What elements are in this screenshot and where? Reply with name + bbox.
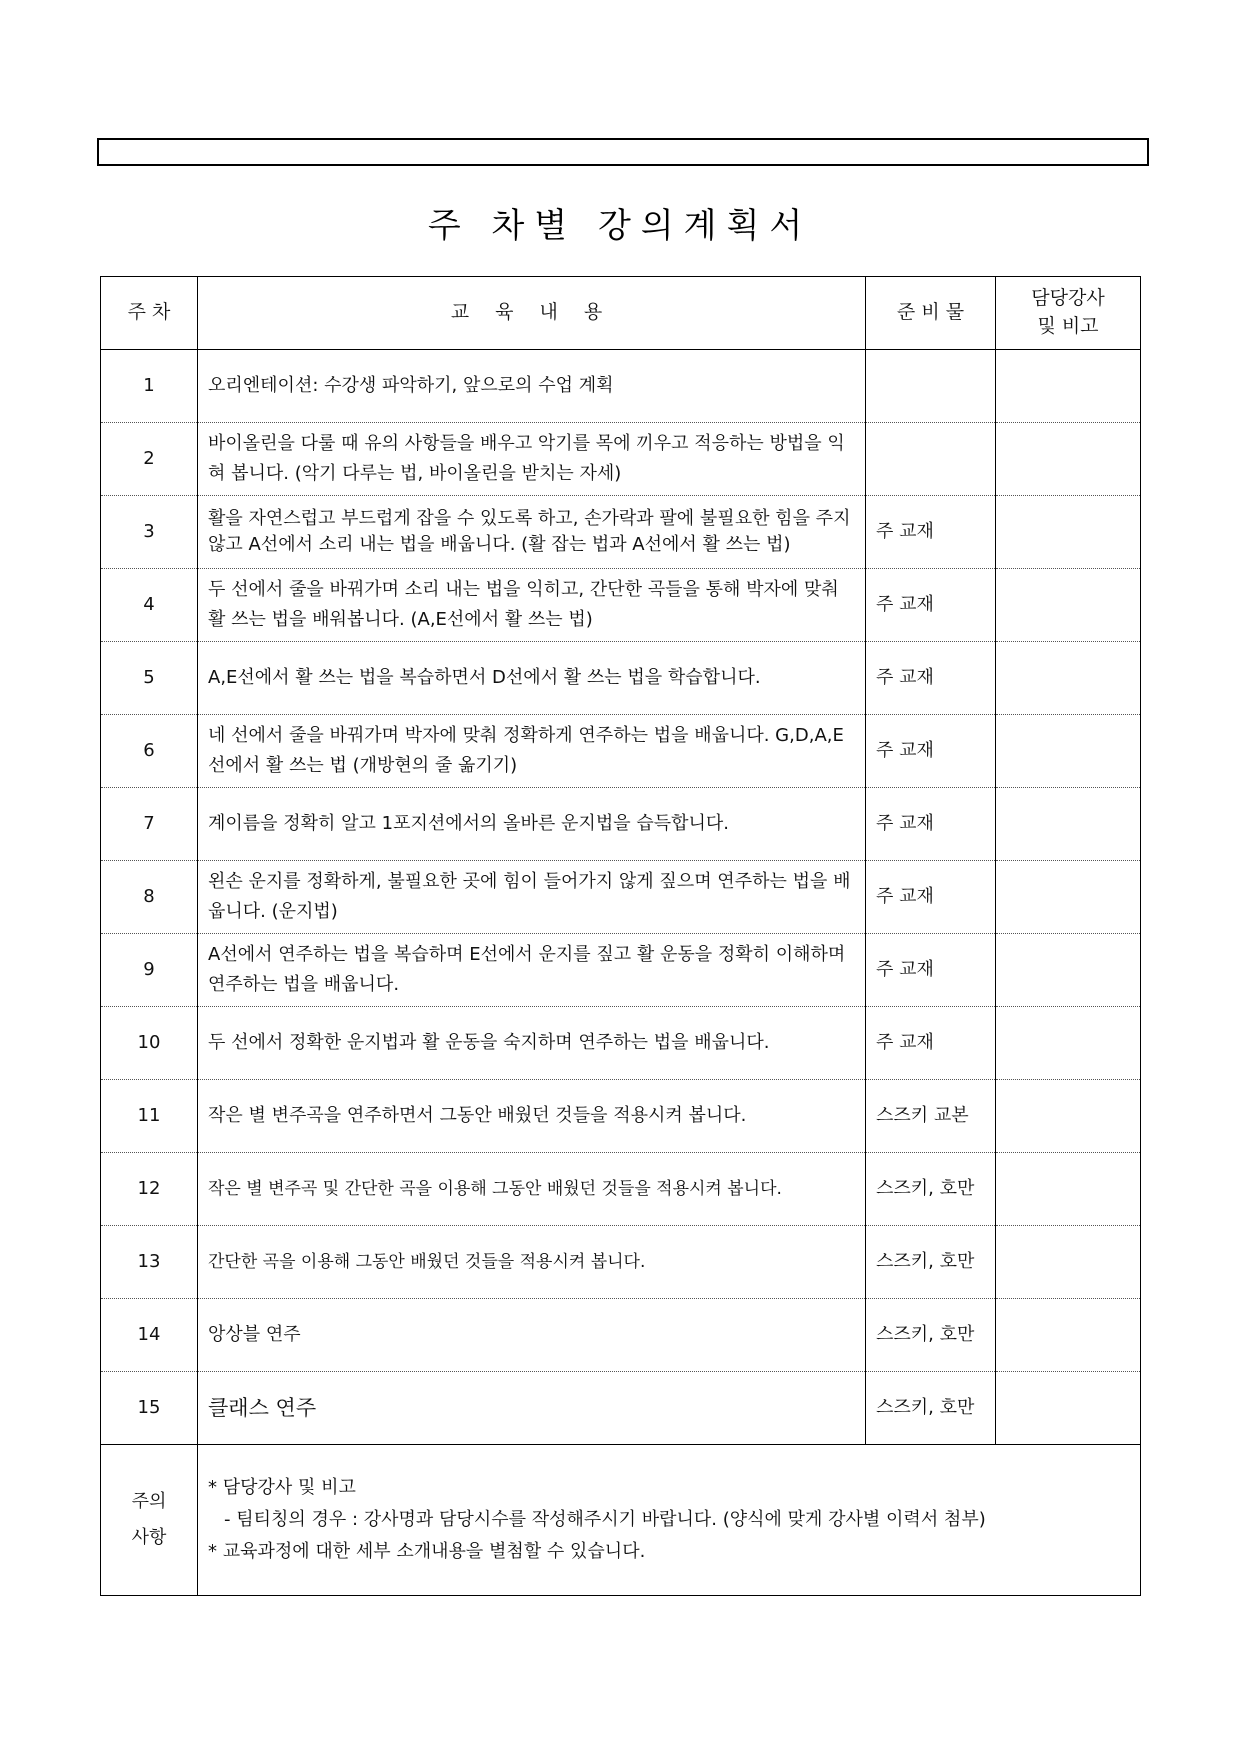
week-content: 작은 별 변주곡을 연주하면서 그동안 배웠던 것들을 적용시켜 봅니다. bbox=[198, 1080, 866, 1153]
week-note bbox=[996, 788, 1141, 861]
table-row bbox=[101, 496, 1141, 569]
table-header-row bbox=[101, 277, 1141, 350]
table-row bbox=[101, 1080, 1141, 1153]
header-week: 주 차 bbox=[101, 277, 198, 350]
week-number: 10 bbox=[101, 1007, 198, 1080]
week-number: 6 bbox=[101, 715, 198, 788]
week-note bbox=[996, 1372, 1141, 1445]
week-prep: 주 교재 bbox=[866, 861, 996, 934]
week-prep: 주 교재 bbox=[866, 496, 996, 569]
week-content: 바이올린을 다룰 때 유의 사항들을 배우고 악기를 목에 끼우고 적응하는 방법을 익혀 봅니다. (악기 다루는 법, 바이올린을 받치는 자세) bbox=[198, 423, 866, 496]
week-number: 2 bbox=[101, 423, 198, 496]
header-box bbox=[97, 138, 1149, 166]
week-note bbox=[996, 642, 1141, 715]
week-number: 14 bbox=[101, 1299, 198, 1372]
table-row bbox=[101, 1007, 1141, 1080]
week-prep: 스즈키, 호만 bbox=[866, 1153, 996, 1226]
table-row bbox=[101, 715, 1141, 788]
header-instructor bbox=[996, 277, 1141, 350]
week-prep: 주 교재 bbox=[866, 788, 996, 861]
table-row bbox=[101, 861, 1141, 934]
week-number: 11 bbox=[101, 1080, 198, 1153]
week-content: 오리엔테이션: 수강생 파악하기, 앞으로의 수업 계획 bbox=[198, 350, 866, 423]
week-content: 두 선에서 정확한 운지법과 활 운동을 숙지하며 연주하는 법을 배웁니다. bbox=[198, 1007, 866, 1080]
document-title: 주 차별 강의계획서 bbox=[427, 206, 813, 246]
notes-row bbox=[101, 1445, 1141, 1596]
week-prep: 주 교재 bbox=[866, 1007, 996, 1080]
week-number: 7 bbox=[101, 788, 198, 861]
week-note bbox=[996, 350, 1141, 423]
notes-label-line2: 사항 bbox=[131, 1527, 167, 1548]
week-note bbox=[996, 1080, 1141, 1153]
notes-label bbox=[101, 1445, 198, 1596]
week-content: 네 선에서 줄을 바꿔가며 박자에 맞춰 정확하게 연주하는 법을 배웁니다. G,D,A,E선에서 활 쓰는 법 (개방현의 줄 옮기기) bbox=[198, 715, 866, 788]
week-content: A,E선에서 활 쓰는 법을 복습하면서 D선에서 활 쓰는 법을 학습합니다. bbox=[198, 642, 866, 715]
week-content: 활을 자연스럽고 부드럽게 잡을 수 있도록 하고, 손가락과 팔에 불필요한 힘을 주지 않고 A선에서 소리 내는 법을 배웁니다. (활 잡는 법과 A선에서 활 쓰는 법) bbox=[198, 496, 866, 569]
table-row bbox=[101, 350, 1141, 423]
week-note bbox=[996, 423, 1141, 496]
week-number: 12 bbox=[101, 1153, 198, 1226]
table-row bbox=[101, 642, 1141, 715]
week-note bbox=[996, 1007, 1141, 1080]
week-content: A선에서 연주하는 법을 복습하며 E선에서 운지를 짚고 활 운동을 정확히 이해하며 연주하는 법을 배웁니다. bbox=[198, 934, 866, 1007]
week-note bbox=[996, 569, 1141, 642]
table-row bbox=[101, 423, 1141, 496]
week-content: 두 선에서 줄을 바꿔가며 소리 내는 법을 익히고, 간단한 곡들을 통해 박자에 맞춰 활 쓰는 법을 배워봅니다. (A,E선에서 활 쓰는 법) bbox=[198, 569, 866, 642]
week-content: 작은 별 변주곡 및 간단한 곡을 이용해 그동안 배웠던 것들을 적용시켜 봅니다. bbox=[198, 1153, 866, 1226]
table-row bbox=[101, 934, 1141, 1007]
week-number: 5 bbox=[101, 642, 198, 715]
header-prep: 준 비 물 bbox=[866, 277, 996, 350]
table-row bbox=[101, 1153, 1141, 1226]
week-number: 9 bbox=[101, 934, 198, 1007]
week-prep: 스즈키, 호만 bbox=[866, 1299, 996, 1372]
table-row bbox=[101, 569, 1141, 642]
week-number: 13 bbox=[101, 1226, 198, 1299]
table-row bbox=[101, 1226, 1141, 1299]
note-line: - 팀티칭의 경우 : 강사명과 담당시수를 작성해주시기 바랍니다. (양식에 맞게 강사별 이력서 첨부) bbox=[224, 1509, 986, 1530]
table-row bbox=[101, 1372, 1141, 1445]
week-note bbox=[996, 1153, 1141, 1226]
week-prep bbox=[866, 350, 996, 423]
week-number: 3 bbox=[101, 496, 198, 569]
header-content: 교 육 내 용 bbox=[198, 277, 866, 350]
week-number: 1 bbox=[101, 350, 198, 423]
week-content: 간단한 곡을 이용해 그동안 배웠던 것들을 적용시켜 봅니다. bbox=[198, 1226, 866, 1299]
week-prep: 주 교재 bbox=[866, 642, 996, 715]
week-content: 계이름을 정확히 알고 1포지션에서의 올바른 운지법을 습득합니다. bbox=[198, 788, 866, 861]
week-number: 15 bbox=[101, 1372, 198, 1445]
week-prep: 주 교재 bbox=[866, 715, 996, 788]
week-prep: 주 교재 bbox=[866, 934, 996, 1007]
notes-body bbox=[198, 1445, 1141, 1596]
header-instructor-line1: 담당강사 bbox=[1031, 287, 1105, 310]
week-note bbox=[996, 1299, 1141, 1372]
week-note bbox=[996, 715, 1141, 788]
week-prep: 스즈키 교본 bbox=[866, 1080, 996, 1153]
week-content: 앙상블 연주 bbox=[198, 1299, 866, 1372]
table-row bbox=[101, 1299, 1141, 1372]
table-row bbox=[101, 788, 1141, 861]
week-note bbox=[996, 1226, 1141, 1299]
week-prep: 스즈키, 호만 bbox=[866, 1226, 996, 1299]
week-prep: 주 교재 bbox=[866, 569, 996, 642]
week-number: 4 bbox=[101, 569, 198, 642]
week-number: 8 bbox=[101, 861, 198, 934]
week-note bbox=[996, 496, 1141, 569]
week-note bbox=[996, 934, 1141, 1007]
week-prep bbox=[866, 423, 996, 496]
notes-label-line1: 주의 bbox=[131, 1491, 167, 1512]
week-content: 클래스 연주 bbox=[198, 1372, 866, 1445]
note-line: * 담당강사 및 비고 bbox=[208, 1477, 356, 1498]
week-note bbox=[996, 861, 1141, 934]
week-content: 왼손 운지를 정확하게, 불필요한 곳에 힘이 들어가지 않게 짚으며 연주하는 법을 배웁니다. (운지법) bbox=[198, 861, 866, 934]
note-line: * 교육과정에 대한 세부 소개내용을 별첨할 수 있습니다. bbox=[208, 1541, 646, 1562]
week-prep: 스즈키, 호만 bbox=[866, 1372, 996, 1445]
header-instructor-line2: 및 비고 bbox=[1037, 315, 1099, 337]
lecture-plan-table bbox=[100, 276, 1141, 1596]
